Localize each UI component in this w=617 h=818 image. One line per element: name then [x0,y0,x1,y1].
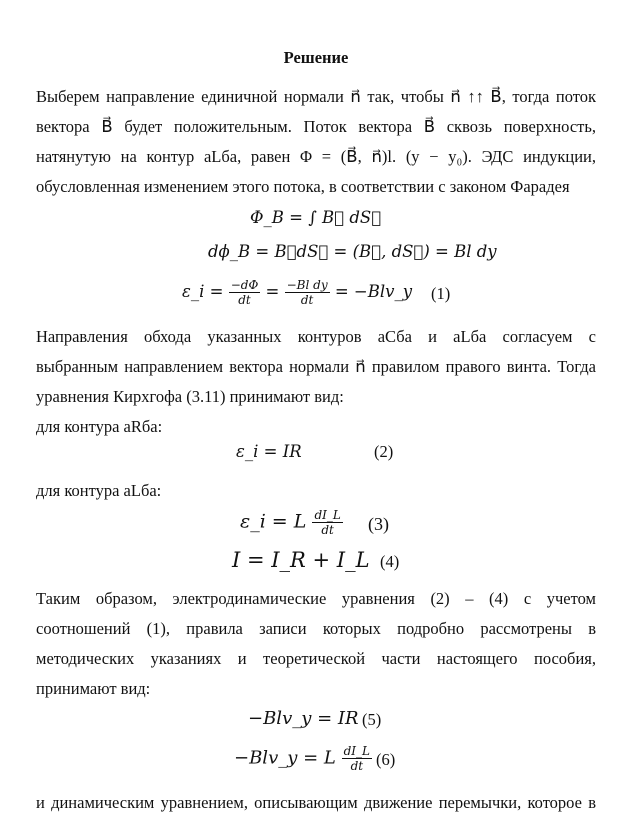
section-title: Решение [283,48,349,67]
text-line: соотношений (1), правила записи которых подробно рассмотрены в [36,619,596,638]
numerator: dI_L [343,744,371,758]
equation-number: (1) [431,284,451,303]
label-contour-l: для контура aLба: [36,481,162,500]
equation-number: (2) [374,442,394,461]
denominator: dt [238,293,251,307]
eq6-lhs: −Blv_y = L [234,747,336,769]
text-line: обусловленная изменением этого потока, в соответствии с законом Фарадея [36,177,570,196]
equation-2 [36,442,596,476]
numerator: −Bl dy [286,278,328,292]
label-contour-r: для контура aRба: [36,417,163,436]
equation-5 [36,704,596,742]
fraction [229,278,261,307]
equation-body [240,508,343,537]
equation-flux [36,208,596,242]
eq1-lhs: ε_i = [182,282,224,301]
eq1-mid: = [265,282,280,301]
equation-number: (4) [380,552,400,571]
paragraph-summary [36,584,596,704]
text-line: натянутую на контур aLба, равен Φ = (B⃗, n⃗)l. (y − y₀). ЭДС индукции, [36,147,596,166]
text-line: Таким образом, электродинамические уравнения (2) – (4) с учетом [36,589,596,608]
equation-text: Φ_B = ∫ B⃗ dS⃗ [250,208,382,227]
text-line: Выберем направление единичной нормали n⃗ так, чтобы n⃗ ↑↑ B⃗, тогда поток [36,87,596,106]
equation-text: ε_i = IR [236,442,302,461]
text-line: принимают вид: [36,679,151,698]
equation-number: (6) [376,750,396,769]
text-line: вектора B⃗ будет положительным. Поток вектора B⃗ сквозь поверхность, [36,117,596,136]
equation-6 [36,742,596,784]
equation-text: dϕ_B = B⃗dS⃗ = (B⃗, dS⃗) = Bl dy [208,242,497,261]
equation-body [234,744,372,773]
equation-dflux [36,242,596,276]
equation-body [182,278,412,307]
text-line: методических указаниях и теоретической части настоящего пособия, [36,649,596,668]
equation-number: (3) [368,514,389,534]
text-line: Направления обхода указанных контуров aСба и aLба согласуем с [36,327,596,346]
fraction [285,278,330,307]
denominator: dt [300,293,314,307]
text-line: выбранным направлением вектора нормали n⃗ правилом правого винта. Тогда [36,357,596,376]
paragraph-intro [36,82,596,202]
equation-text: −Blv_y = IR [248,708,359,729]
eq1-rhs: = −Blv_y [334,282,413,301]
equation-3 [36,506,596,546]
fraction [312,508,342,537]
equation-number: (5) [362,710,382,729]
numerator: dI_L [314,508,341,522]
text-line-final: и динамическим уравнением, описывающим движение перемычки, которое в [36,793,596,812]
equation-4 [36,546,596,582]
document-page [36,48,596,818]
text-line: уравнения Кирхгофа (3.11) принимают вид: [36,387,344,406]
fraction [342,744,372,773]
numerator: −dΦ [230,278,259,292]
equation-text: I = I_R + I_L [232,548,370,572]
denominator: dt [350,759,364,773]
eq3-lhs: ε_i = L [240,510,307,533]
denominator: dt [321,523,334,537]
equation-1 [36,276,596,316]
paragraph-kirchhoff [36,322,596,412]
